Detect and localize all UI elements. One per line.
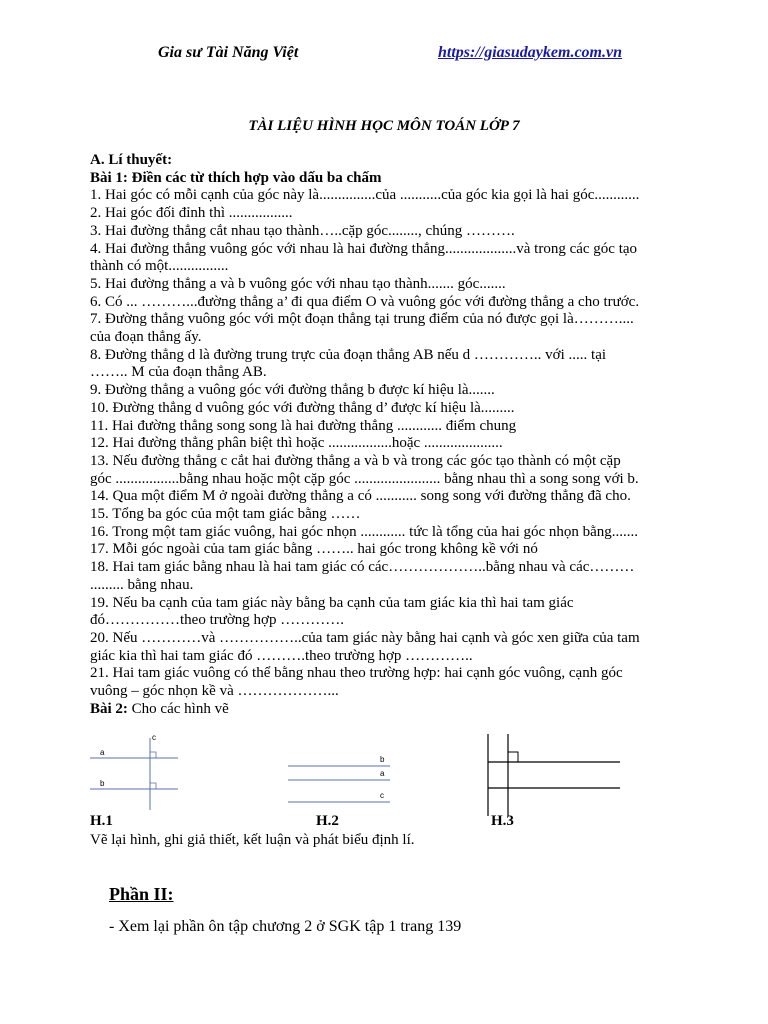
exercise-1-line: 4. Hai đường thẳng vuông góc với nhau là hai đường thẳng...................và trong các góc tạo	[90, 240, 638, 257]
exercise-1-line: 9. Đường thẳng a vuông góc với đường thẳng b được kí hiệu là.......	[90, 382, 495, 399]
brand-name: Gia sư Tài Năng Việt	[158, 44, 299, 61]
figures-area	[90, 728, 650, 838]
exercise-1-line: 3. Hai đường thẳng cắt nhau tạo thành…..cặp góc........, chúng ……….	[90, 222, 515, 239]
exercise-2-heading	[90, 701, 720, 719]
exercise-1-heading: Bài 1: Điền các từ thích hợp vào dấu ba chấm	[90, 169, 382, 186]
h1-label-b: b	[100, 779, 105, 788]
exercise-1-line: …….. M của đoạn thẳng AB.	[90, 364, 267, 381]
exercise-1-line: 14. Qua một điểm M ở ngoài đường thẳng a có ........... song song với đường thẳng đã cho.	[90, 488, 631, 505]
exercise-1-line: ......... bằng nhau.	[90, 576, 194, 593]
exercise-1-line: 20. Nếu …………và ……………..của tam giác này bằng hai cạnh và góc xen giữa của tam	[90, 629, 640, 646]
figure-h2-label: H.2	[316, 813, 339, 829]
page-header	[0, 44, 768, 66]
exercise-1-line: 11. Hai đường thẳng song song là hai đường thẳng ............ điểm chung	[90, 417, 517, 434]
exercise-1-line: 17. Mỗi góc ngoài của tam giác bằng …….. hai góc trong không kề với nó	[90, 541, 538, 558]
exercise-1-line: đó……………theo trường hợp ………….	[90, 612, 344, 629]
theory-section	[90, 152, 720, 719]
part-2-item: - Xem lại phần ôn tập chương 2 ở SGK tập 1 trang 139	[109, 918, 462, 935]
document-title: TÀI LIỆU HÌNH HỌC MÔN TOÁN LỚP 7	[248, 118, 520, 134]
exercise-1-line: 13. Nếu đường thẳng c cắt hai đường thẳng a và b và trong các góc tạo thành có một cặp	[90, 452, 621, 469]
exercise-1-line: góc .................bằng nhau hoặc một cặp góc ....................... bằng nhau thì a song song với b.	[90, 470, 639, 487]
exercise-1-line: của đoạn thẳng ấy.	[90, 329, 202, 346]
figure-h1-label: H.1	[90, 813, 113, 829]
exercise-1-line: 5. Hai đường thẳng a và b vuông góc với nhau tạo thành....... góc.......	[90, 275, 506, 292]
exercise-1-line: 15. Tổng ba góc của một tam giác bằng ……	[90, 506, 361, 523]
exercise-1-lines	[90, 187, 720, 700]
figures-drawing	[90, 728, 650, 818]
exercise-1-line: 10. Đường thẳng d vuông góc với đường thẳng d’ được kí hiệu là.........	[90, 399, 515, 416]
exercise-1-line: 12. Hai đường thẳng phân biệt thì hoặc .................hoặc .....................	[90, 435, 503, 452]
figure-h3	[488, 734, 620, 816]
h1-label-a: a	[100, 748, 105, 757]
exercise-1-line: giác kia thì hai tam giác đó ……….theo trường hợp …………..	[90, 647, 473, 664]
h1-label-c: c	[152, 733, 156, 742]
figure-h1	[90, 733, 178, 810]
exercise-1-line: 19. Nếu ba cạnh của tam giác này bằng ba cạnh của tam giác kia thì hai tam giác	[90, 594, 574, 611]
exercise-1-line: 21. Hai tam giác vuông có thể bằng nhau theo trường hợp: hai cạnh góc vuông, cạnh góc	[90, 665, 623, 682]
exercise-1-line: 8. Đường thẳng d là đường trung trực của đoạn thẳng AB nếu d ………….. với ..... tại	[90, 346, 607, 363]
h2-label-c: c	[380, 791, 384, 800]
exercise-1-line: 6. Có ... ………...đường thẳng a’ đi qua điểm O và vuông góc với đường thẳng a cho trước.	[90, 293, 640, 310]
exercise-1-line: 16. Trong một tam giác vuông, hai góc nhọn ............ tức là tổng của hai góc nhọn bằng.......	[90, 523, 639, 540]
part-2-heading: Phần II:	[109, 884, 174, 904]
exercise-1-line: 1. Hai góc có mỗi cạnh của góc này là...............của ...........của góc kia gọi là hai góc............	[90, 187, 640, 204]
exercise-1-line: 7. Đường thẳng vuông góc với một đoạn thẳng tại trung điểm của nó được gọi là………....	[90, 311, 634, 328]
h2-label-a: a	[380, 769, 385, 778]
figure-h3-label: H.3	[491, 813, 514, 829]
exercise-2-text: Cho các hình vẽ	[127, 700, 229, 717]
exercise-1-line: 2. Hai góc đối đỉnh thì .................	[90, 205, 293, 222]
figure-h2	[288, 755, 390, 802]
website-link[interactable]: https://giasudaykem.com.vn	[438, 44, 622, 61]
exercise-1-line: vuông – góc nhọn kề và ………………...	[90, 683, 339, 700]
section-heading: A. Lí thuyết:	[90, 152, 173, 168]
exercise-1-line: thành có một................	[90, 258, 229, 275]
exercise-2-instruction: Vẽ lại hình, ghi giả thiết, kết luận và phát biểu định lí.	[90, 832, 415, 848]
h2-label-b: b	[380, 755, 385, 764]
exercise-2-label: Bài 2:	[90, 700, 128, 717]
exercise-1-line: 18. Hai tam giác bằng nhau là hai tam giác có các………………..bằng nhau và các………	[90, 559, 635, 576]
